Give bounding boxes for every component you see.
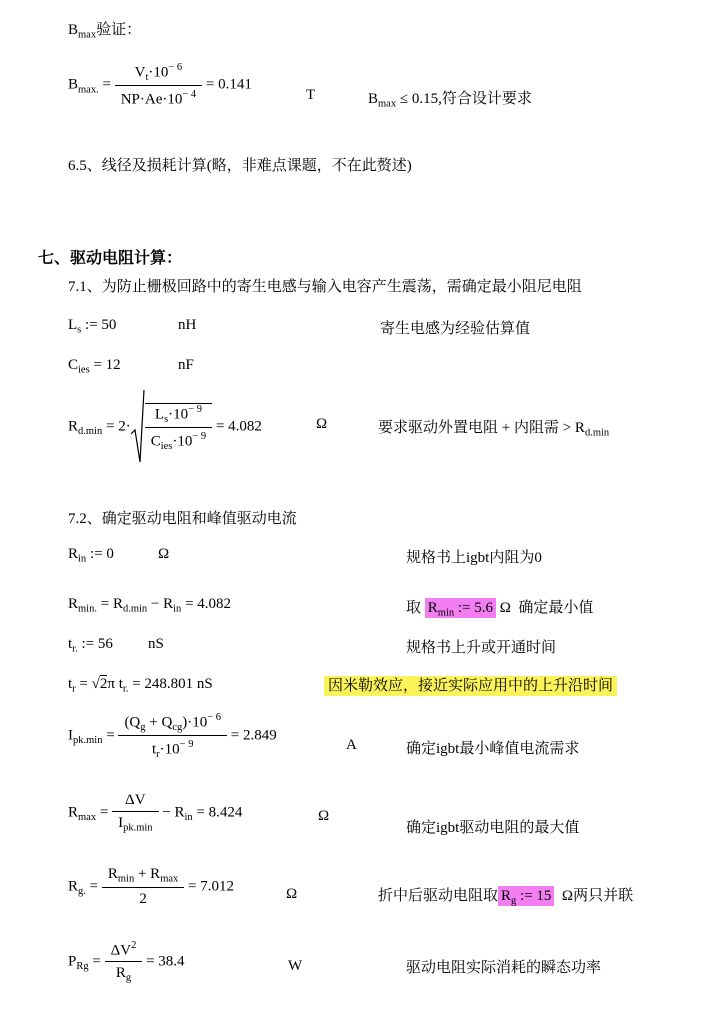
rg-fraction: $\frac{R_{min} + R_{max}}{2}$	[102, 866, 184, 908]
tr-calc-equation: $t_r = √2\pi$ $t_{r.} = 248.801$ nS	[68, 676, 213, 695]
prg-fraction: $\frac{\Delta V^2}{R_g}$	[105, 940, 143, 984]
ipk-note: 确定igbt最小峰值电流需求	[406, 741, 580, 757]
ipk-fraction: $\frac{(Q_g + Q_{cg})\cdot 10^{- 6}}{t_r\cdot 10^{- 9}}$	[118, 712, 227, 760]
tr-spec-note: 规格书上升或开通时间	[406, 640, 557, 656]
rmax-note: 确定igbt驱动电阻的最大值	[406, 820, 580, 836]
rmax-equation: $R_{max}$ = $\frac{\Delta V}{I_{pk.min}}$ − $R_{in} = 8.424$	[68, 792, 243, 834]
prg-equation: $P_{Rg}$ = $\frac{\Delta V^2}{R_g}$ = 38.4	[68, 940, 185, 984]
rmin-equation: $R_{min.} = R_{d.min} - R_{in} = 4.082$	[68, 596, 232, 615]
miller-effect-note: 因米勒效应，接近实际应用中的上升沿时间	[324, 674, 617, 695]
bmax-unit: T	[306, 87, 316, 103]
rg-selection: 折中后驱动电阻取 $R_g$ := 15 Ω两只并联	[378, 888, 634, 907]
bmax-verify-label: $B_{max}$验证：	[68, 22, 142, 41]
cies-definition: $C_{ies} = 12$	[68, 357, 121, 376]
section-7-2: 7.2、确定驱动电阻和峰值驱动电流	[68, 511, 297, 527]
rmin-highlight: $R_{min}$ := 5.6	[425, 598, 496, 618]
rin-definition: $R_{in}$ := 0	[68, 546, 114, 565]
ipk-unit: A	[346, 737, 357, 753]
prg-unit: W	[288, 958, 303, 974]
rmax-unit: Ω	[318, 808, 330, 824]
ls-unit: nH	[178, 317, 197, 333]
section-7-heading: 七、驱动电阻计算：	[38, 250, 183, 267]
sqrt-sign	[131, 390, 212, 464]
ls-note: 寄生电感为经验估算值	[380, 321, 531, 337]
section-6-5: 6.5、线径及损耗计算(略，非难点课题，不在此赘述)	[68, 158, 412, 174]
prg-note: 驱动电阻实际消耗的瞬态功率	[406, 960, 602, 976]
rg-equation: $R_{g.}$ = $\frac{R_{min} + R_{max}}{2}$ = 7.012	[68, 866, 234, 907]
bmax-equation: $B_{max.}$ = $\frac{V_t\cdot 10^{- 6}}{NP\cdot Ae\cdot 10^{- 4}}$ = 0.141	[68, 62, 252, 108]
rg-unit: Ω	[286, 886, 298, 902]
section-7-1: 7.1、为防止栅极回路中的寄生电感与输入电容产生震荡，需确定最小阻尼电阻	[68, 279, 582, 295]
bmax-condition: $B_{max} \le 0.15$,符合设计要求	[368, 91, 532, 110]
rin-note: 规格书上igbt内阻为0	[406, 550, 542, 566]
ipk-equation: $I_{pk.min}$ = $\frac{(Q_g + Q_{cg})\cdot 10^{- 6}}{t_r\cdot 10^{- 9}}$ = 2.849	[68, 712, 277, 760]
rdmin-note: 要求驱动外置电阻 + 内阻需 > $R_{d.min}$	[378, 420, 610, 439]
ls-definition: $L_s$ := 50	[68, 317, 117, 336]
rg-highlight: $R_g$ := 15	[498, 886, 554, 906]
rin-unit: Ω	[158, 546, 170, 562]
tr-spec-unit: nS	[148, 636, 164, 652]
sqrt-two: √2	[91, 676, 108, 692]
rdmin-unit: Ω	[316, 416, 328, 432]
rmin-selection: 取 $R_{min}$ := 5.6 Ω 确定最小值	[406, 600, 594, 619]
bmax-fraction: $\frac{V_t\cdot 10^{- 6}}{NP\cdot Ae\cdot 10^{- 4}}$	[115, 62, 202, 108]
rdmin-fraction: $\frac{L_s\cdot 10^{- 9}}{C_{ies}\cdot 10^{- 9}}$	[145, 404, 212, 452]
cies-unit: nF	[178, 357, 194, 373]
rmax-fraction: $\frac{\Delta V}{I_{pk.min}}$	[112, 792, 158, 834]
rdmin-equation: $R_{d.min} = 2\cdot$ $\frac{L_s\cdot 10^{- 9}}{C_{ies}\cdot 10^{- 9}}$ = 4.082	[68, 390, 262, 464]
tr-spec-definition: $t_{r.}$ := 56	[68, 636, 113, 655]
